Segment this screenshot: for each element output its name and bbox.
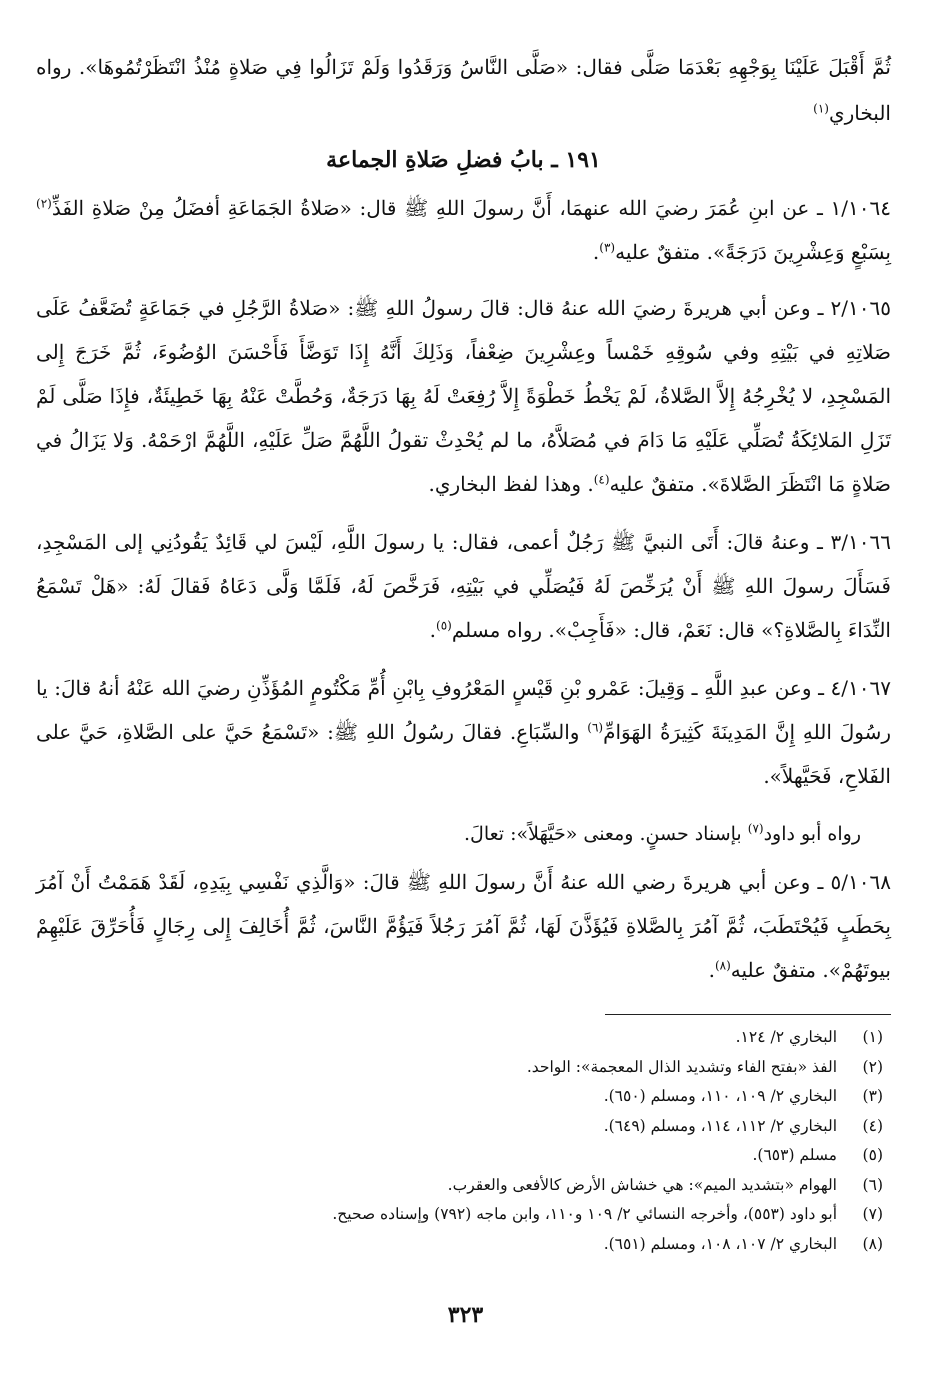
hadith-text: ٥/١٠٦٨ ـ وعن أبي هريرةَ رضي الله عنهُ أَنَّ رسولَ اللهِ ﷺ قالَ: «وَالَّذِي نَفْسِي بِيَدِهِ، لَقَدْ هَمَمْتُ أَنْ آمُرَ بِحَطَبٍ فَيُحْتَطَبَ، ثُمَّ آمُرَ بِالصَّلاةِ فَيُؤَذَّنَ لَهَا، ثُمَّ آمُرَ رَجُلاً فَيَؤُمَّ النَّاسَ، ثُمَّ أُخَالِفَ إِلى رِجَالٍ فَأُحَرِّقَ عَلَيْهِمْ بيوتَهُمْ». متفقٌ عليه xyxy=(36,870,891,982)
hadith-1066 xyxy=(36,520,891,652)
footnote-text: الفذ «بفتح الفاء وتشديد الذال المعجمة»: الواحد. xyxy=(526,1057,837,1076)
hadith-text: ٤/١٠٦٧ ـ وعن عبدِ اللَّهِ ـ وَقِيلَ: عَمْرو بْنِ قَيْسٍ المَعْرُوفِ بِابْنِ أُمِّ مَكْتُومٍ المُؤَذِّنِ رضيَ الله عَنْهُ أنهُ قالَ: يا رسُولَ اللهِ إِنَّ المَدِينَةَ كَثِيرَةُ الهَوَامِّ xyxy=(36,676,891,744)
footnote-text: البخاري ٢/ ١١٢، ١١٤، ومسلم (٦٤٩). xyxy=(603,1116,837,1135)
chapter-title: ١٩١ ـ بابُ فضلِ صَلاةِ الجماعة xyxy=(326,147,601,173)
hadith-text: . xyxy=(429,618,436,642)
intro-text: ثُمَّ أَقْبَلَ عَلَيْنَا بِوَجْهِهِ بَعْدَمَا صَلَّى فقال: «صَلَّى النَّاسُ وَرَقَدُوا وَلَمْ تَزَالُوا فِي صَلاةٍ مُنْذُ انْتَظَرْتُمُوهَا». رواه البخاري xyxy=(36,55,891,125)
footnote-text: البخاري ٢/ ١٠٧، ١٠٨، ومسلم (٦٥١). xyxy=(603,1234,837,1253)
footnote-ref: (٢) xyxy=(36,196,52,211)
footnote xyxy=(36,1230,891,1260)
hadith-1064 xyxy=(36,186,891,274)
hadith-1067 xyxy=(36,666,891,798)
footnote-number: (١) xyxy=(862,1028,883,1046)
hadith-text: ٢/١٠٦٥ ـ وعن أبي هريرةَ رضيَ الله عنهُ قال: قالَ رسولُ اللهِ ﷺ: «صَلاةُ الرَّجُلِ في جَمَاعَةٍ تُضَعَّفُ عَلَى صَلاتِهِ في بَيْتِهِ وفي سُوقِهِ خَمْساً وعِشْرِينَ ضِعْفاً، وَذَلِكَ أَنَّهُ إِذَا تَوَضَّأَ فَأَحْسَنَ الوُضُوءَ، ثُمَّ خَرَجَ إِلى المَسْجِدِ، لا يُخْرِجُهُ إِلاَّ الصَّلاةُ، لَمْ يَخْطُ خَطْوَةً إِلاَّ رُفِعَتْ لَهُ بِهَا دَرَجَةٌ، وَحُطَّتْ عَنْهُ بِهَا خَطِيئَةٌ، فإِذَا صَلَّى لَمْ تَزَلِ المَلائِكَةُ تُصَلِّي عَلَيْهِ مَا دَامَ في مُصَلاَّهُ، ما لم يُحْدِثْ تقولُ اللَّهُمَّ صَلِّ عَلَيْهِ، اللَّهُمَّ ارْحَمْهُ. وَلا يَزَالُ في صَلاةٍ مَا انْتَظَرَ الصَّلاةَ». متفقٌ عليه xyxy=(36,296,891,496)
intro-paragraph xyxy=(36,44,891,136)
footnotes xyxy=(36,1023,891,1259)
footnote-text: البخاري ٢/ ١٠٩، ١١٠، ومسلم (٦٥٠). xyxy=(603,1087,837,1105)
footnote-number: (٢) xyxy=(862,1057,883,1076)
footnote xyxy=(36,1141,891,1171)
hadith-text: بِسَبْعٍ وَعِشْرِينَ دَرَجَةً». متفقٌ عليه xyxy=(615,240,891,264)
footnote-number: (٤) xyxy=(862,1116,883,1135)
narration-text: رواه أبو داود xyxy=(763,823,861,845)
hadith-1065 xyxy=(36,286,891,506)
footnote xyxy=(36,1112,891,1142)
hadith-text: . xyxy=(592,240,600,264)
footnote xyxy=(36,1053,891,1083)
footnote-number: (٨) xyxy=(862,1234,883,1253)
footnote-number: (٥) xyxy=(862,1146,883,1164)
footnote-text: أبو داود (٥٥٣)، وأخرجه النسائي ٢/ ١٠٩ و١١٠، وابن ماجه (٧٩٢) وإسناده صحيح. xyxy=(332,1205,837,1223)
footnote xyxy=(36,1200,891,1230)
footnote-number: (٦) xyxy=(862,1175,883,1194)
hadith-text: . xyxy=(708,958,715,982)
hadith-text: ١/١٠٦٤ ـ عن ابنِ عُمَرَ رضيَ الله عنهمَا، أَنَّ رسولَ اللهِ ﷺ قال: «صَلاةُ الجَمَاعَةِ أفضَلُ مِنْ صَلاةِ الفَذِّ xyxy=(51,196,891,220)
footnote-number: (٣) xyxy=(862,1087,883,1105)
footnote-text: البخاري ٢/ ١٢٤. xyxy=(735,1028,837,1046)
footnote xyxy=(36,1023,891,1053)
footnote-number: (٧) xyxy=(862,1205,883,1223)
footnote-ref: (٥) xyxy=(436,618,452,633)
footnote-ref: (٨) xyxy=(714,958,731,973)
footnote-ref: (٦) xyxy=(587,720,604,735)
hadith-text: ٣/١٠٦٦ ـ وعنهُ قالَ: أَتَى النبيَّ ﷺ رَجُلٌ أعمى، فقال: يا رسولَ اللَّهِ، لَيْسَ لي قَائِدٌ يَقُودُنِي إلى المَسْجِدِ، فَسَأَلَ رسولَ اللهِ ﷺ أَنْ يُرَخِّصَ لَهُ فَيُصَلِّي في بَيْتِهِ، فَرَخَّصَ لَهُ، فَلَمَّا وَلَّى دَعَاهُ فَقالَ لَهُ: «هَلْ تَسْمَعُ النِّدَاءَ بِالصَّلاةِ؟» قال: نَعَمْ، قال: «فَأَجِبْ». رواه مسلم xyxy=(36,530,891,642)
footnote xyxy=(36,1082,891,1112)
footnote-text: مسلم (٦٥٣). xyxy=(752,1146,837,1164)
narration-text: بإسناد حسنٍ. ومعنى «حَيَّهَلاً»: تعالَ. xyxy=(463,823,748,845)
footnote-text: الهوام «بتشديد الميم»: هي خشاش الأرض كالأفعى والعقرب. xyxy=(447,1175,837,1194)
hadith-text: . وهذا لفظ البخاري. xyxy=(428,472,594,496)
footnote-ref: (٤) xyxy=(593,472,610,487)
narration-note xyxy=(36,812,891,856)
page-number: ٣٢٣ xyxy=(447,1302,484,1328)
footnote-ref: (١) xyxy=(813,101,829,116)
hadith-text: والسِّبَاعِ. فقالَ رسُولُ اللهِ ﷺ: «تَسْمَعُ حَيَّ على الصَّلاةِ، حَيَّ على الفَلاحِ، فَحَيَّهلاً». xyxy=(36,720,891,788)
footnote-ref: (٧) xyxy=(747,821,764,836)
footnote-divider xyxy=(605,1014,891,1015)
footnote xyxy=(36,1171,891,1201)
hadith-1068 xyxy=(36,860,891,992)
footnote-ref: (٣) xyxy=(599,240,616,255)
